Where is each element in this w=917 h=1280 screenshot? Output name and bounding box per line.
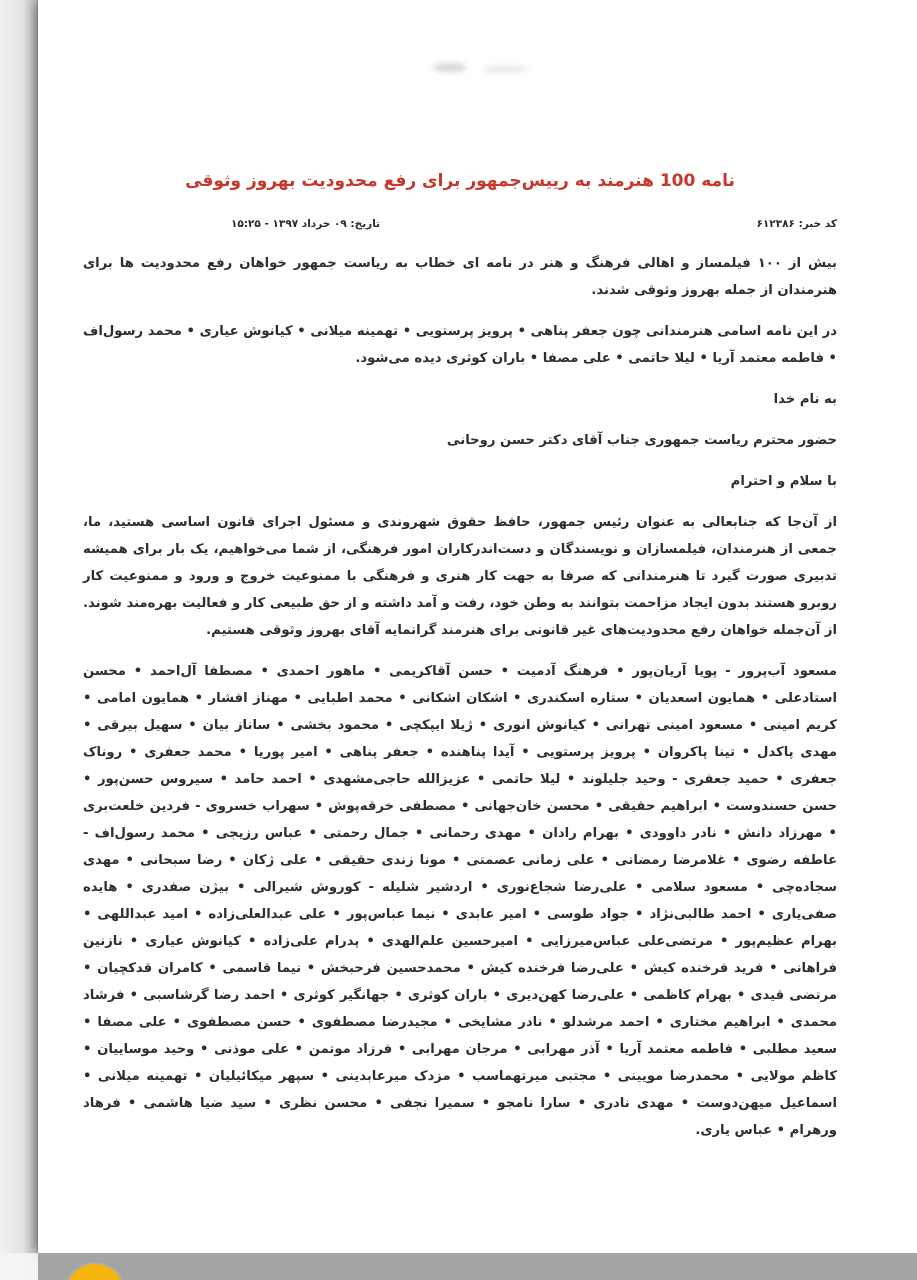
article-title: نامه 100 هنرمند به رییس‌جمهور برای رفع محدودیت بهروز وثوقی [185, 171, 735, 191]
faint-stamp-smudge [482, 66, 528, 73]
signatories-paragraph: مسعود آب‌پرور - پویا آریان‌پور • فرهنگ آدمیت • حسن آقاکریمی • ماهور احمدی • مصطفا آل‌احمد • محسن استادعلی • همایون اسعدیان • ستاره اسکندری • اشکان اشکانی • محمد اطبایی • مهناز افشار • همایون امامی • کریم امینی • مسعود امینی تهرانی • کیانوش انوری • ژیلا ایپکچی • محمود بخشی • ساناز بیان • سهیل بیرقی • مهدی پاکدل • تینا پاکروان • پرویز پرستویی • آیدا پناهنده • جعفر پناهی • امیر پوریا • محمد جعفری • روناک جعفری • حمید جعفری - وحید جلیلوند • لیلا حاتمی • عزیزالله حاجی‌مشهدی • احمد حامد • سیروس حسن‌پور • حسن حسندوست • ابراهیم حقیقی • محسن خان‌جهانی • مصطفی خرقه‌پوش • سهراب خسروی - فردین خلعت‌بری • مهرزاد دانش • نادر داوودی • بهرام رادان • مهدی رحمانی • جمال رحمتی • عباس رزیجی • محمد رسول‌اف - عاطفه رضوی • غلامرضا رمضانی • علی زمانی عصمتی • مونا زندی حقیقی • علی ژکان • رضا سبحانی • مهدی سجاده‌چی • مسعود سلامی • علی‌رضا شجاع‌نوری • اردشیر شلیله - کوروش شیرالی • بیژن صفدری • هایده صفی‌یاری • احمد طالبی‌نژاد • جواد طوسی • امیر عابدی • نیما عباس‌پور • علی عبدالعلی‌زاده • امید عبداللهی • بهرام عظیم‌پور • مرتضی‌علی عباس‌میرزایی • امیرحسین علم‌الهدی • پدرام علی‌زاده • کیانوش عیاری • نازنین فراهانی • فرید فرخنده کیش • علی‌رضا فرخنده کیش • محمدحسین فرحبخش • نیما قاسمی • کامران قدکچیان • مرتضی قیدی • بهرام کاظمی • علی‌رضا کهن‌دیری • باران کوثری • جهانگیر کوثری • احمد رضا گرشاسبی • فرشاد محمدی • ابراهیم مختاری • احمد مرشدلو • نادر مشایخی • مجیدرضا مصطفوی • حسن مصطفوی • علی مصفا • سعید مطلبی • فاطمه معتمد آریا • آذر مهرابی • مرجان مهرابی • فرزاد موتمن • علی موذنی • وحید موساییان • کاظم مولایی • محمدرضا مویینی • مجتبی میرتهماسب • مزدک میرعابدینی • سپهر میکائیلیان • تهمینه میلانی • اسماعیل میهن‌دوست • مهدی نادری • سارا نامجو • سمیرا نجفی • محسن نظری • سید ضیا هاشمی • فرهاد ورهرام • عباس یاری. [83, 664, 837, 1138]
bismillah-line: به نام خدا [773, 392, 837, 407]
page-edge-shadow [0, 0, 38, 1253]
article-content [38, 0, 917, 1144]
address-line: حضور محترم ریاست جمهوری جناب آقای دکتر حسن روحانی [446, 433, 837, 448]
greeting-line: با سلام و احترام [730, 474, 837, 489]
document-page [38, 0, 917, 1253]
lead-paragraph: بیش از ۱۰۰ فیلمساز و اهالی فرهنگ و هنر در نامه ای خطاب به ریاست جمهور خواهان رفع محدودیت ها برای هنرمندان از جمله بهروز وثوقی شدند. [83, 256, 837, 298]
news-code: کد خبر: ۶۱۲۳۸۶ [756, 218, 837, 230]
letter-body-paragraph: از آن‌جا که جنابعالی به عنوان رئیس جمهور، حافظ حقوق شهروندی و مسئول اجرای قانون اساسی هستید، ما، جمعی از هنرمندان، فیلمسازان و نویسندگان و دست‌اندرکاران امور فرهنگی، از شما می‌خواهیم، یک بار برای همیشه تدبیری صورت گیرد تا هنرمندانی که صرفا به جهت کار هنری و فرهنگی با ممنوعیت خروج و ورود و ممنوعیت کار روبرو هستند بدون ایجاد مزاحمت بتوانند به وطن خود، رفت و آمد داشته و از حق طبیعی کار و فعالیت بهره‌مند شوند. از آن‌جمله خواهان رفع محدودیت‌های غیر قانونی برای هنرمند گرانمایه آقای بهروز وثوقی هستیم. [83, 515, 837, 638]
article-meta [83, 218, 837, 230]
news-date: تاریخ: ۰۹ خرداد ۱۳۹۷ - ۱۵:۲۵ [231, 218, 381, 230]
faint-stamp-smudge [433, 63, 467, 72]
viewer-bottom-bar [38, 1253, 917, 1280]
names-intro-paragraph: در این نامه اسامی هنرمندانی چون جعفر پناهی • پرویز پرستویی • تهمینه میلانی • کیانوش عیاری • محمد رسول‌اف • فاطمه معتمد آریا • لیلا حاتمی • علی مصفا • باران کوثری دیده می‌شود. [83, 324, 837, 366]
